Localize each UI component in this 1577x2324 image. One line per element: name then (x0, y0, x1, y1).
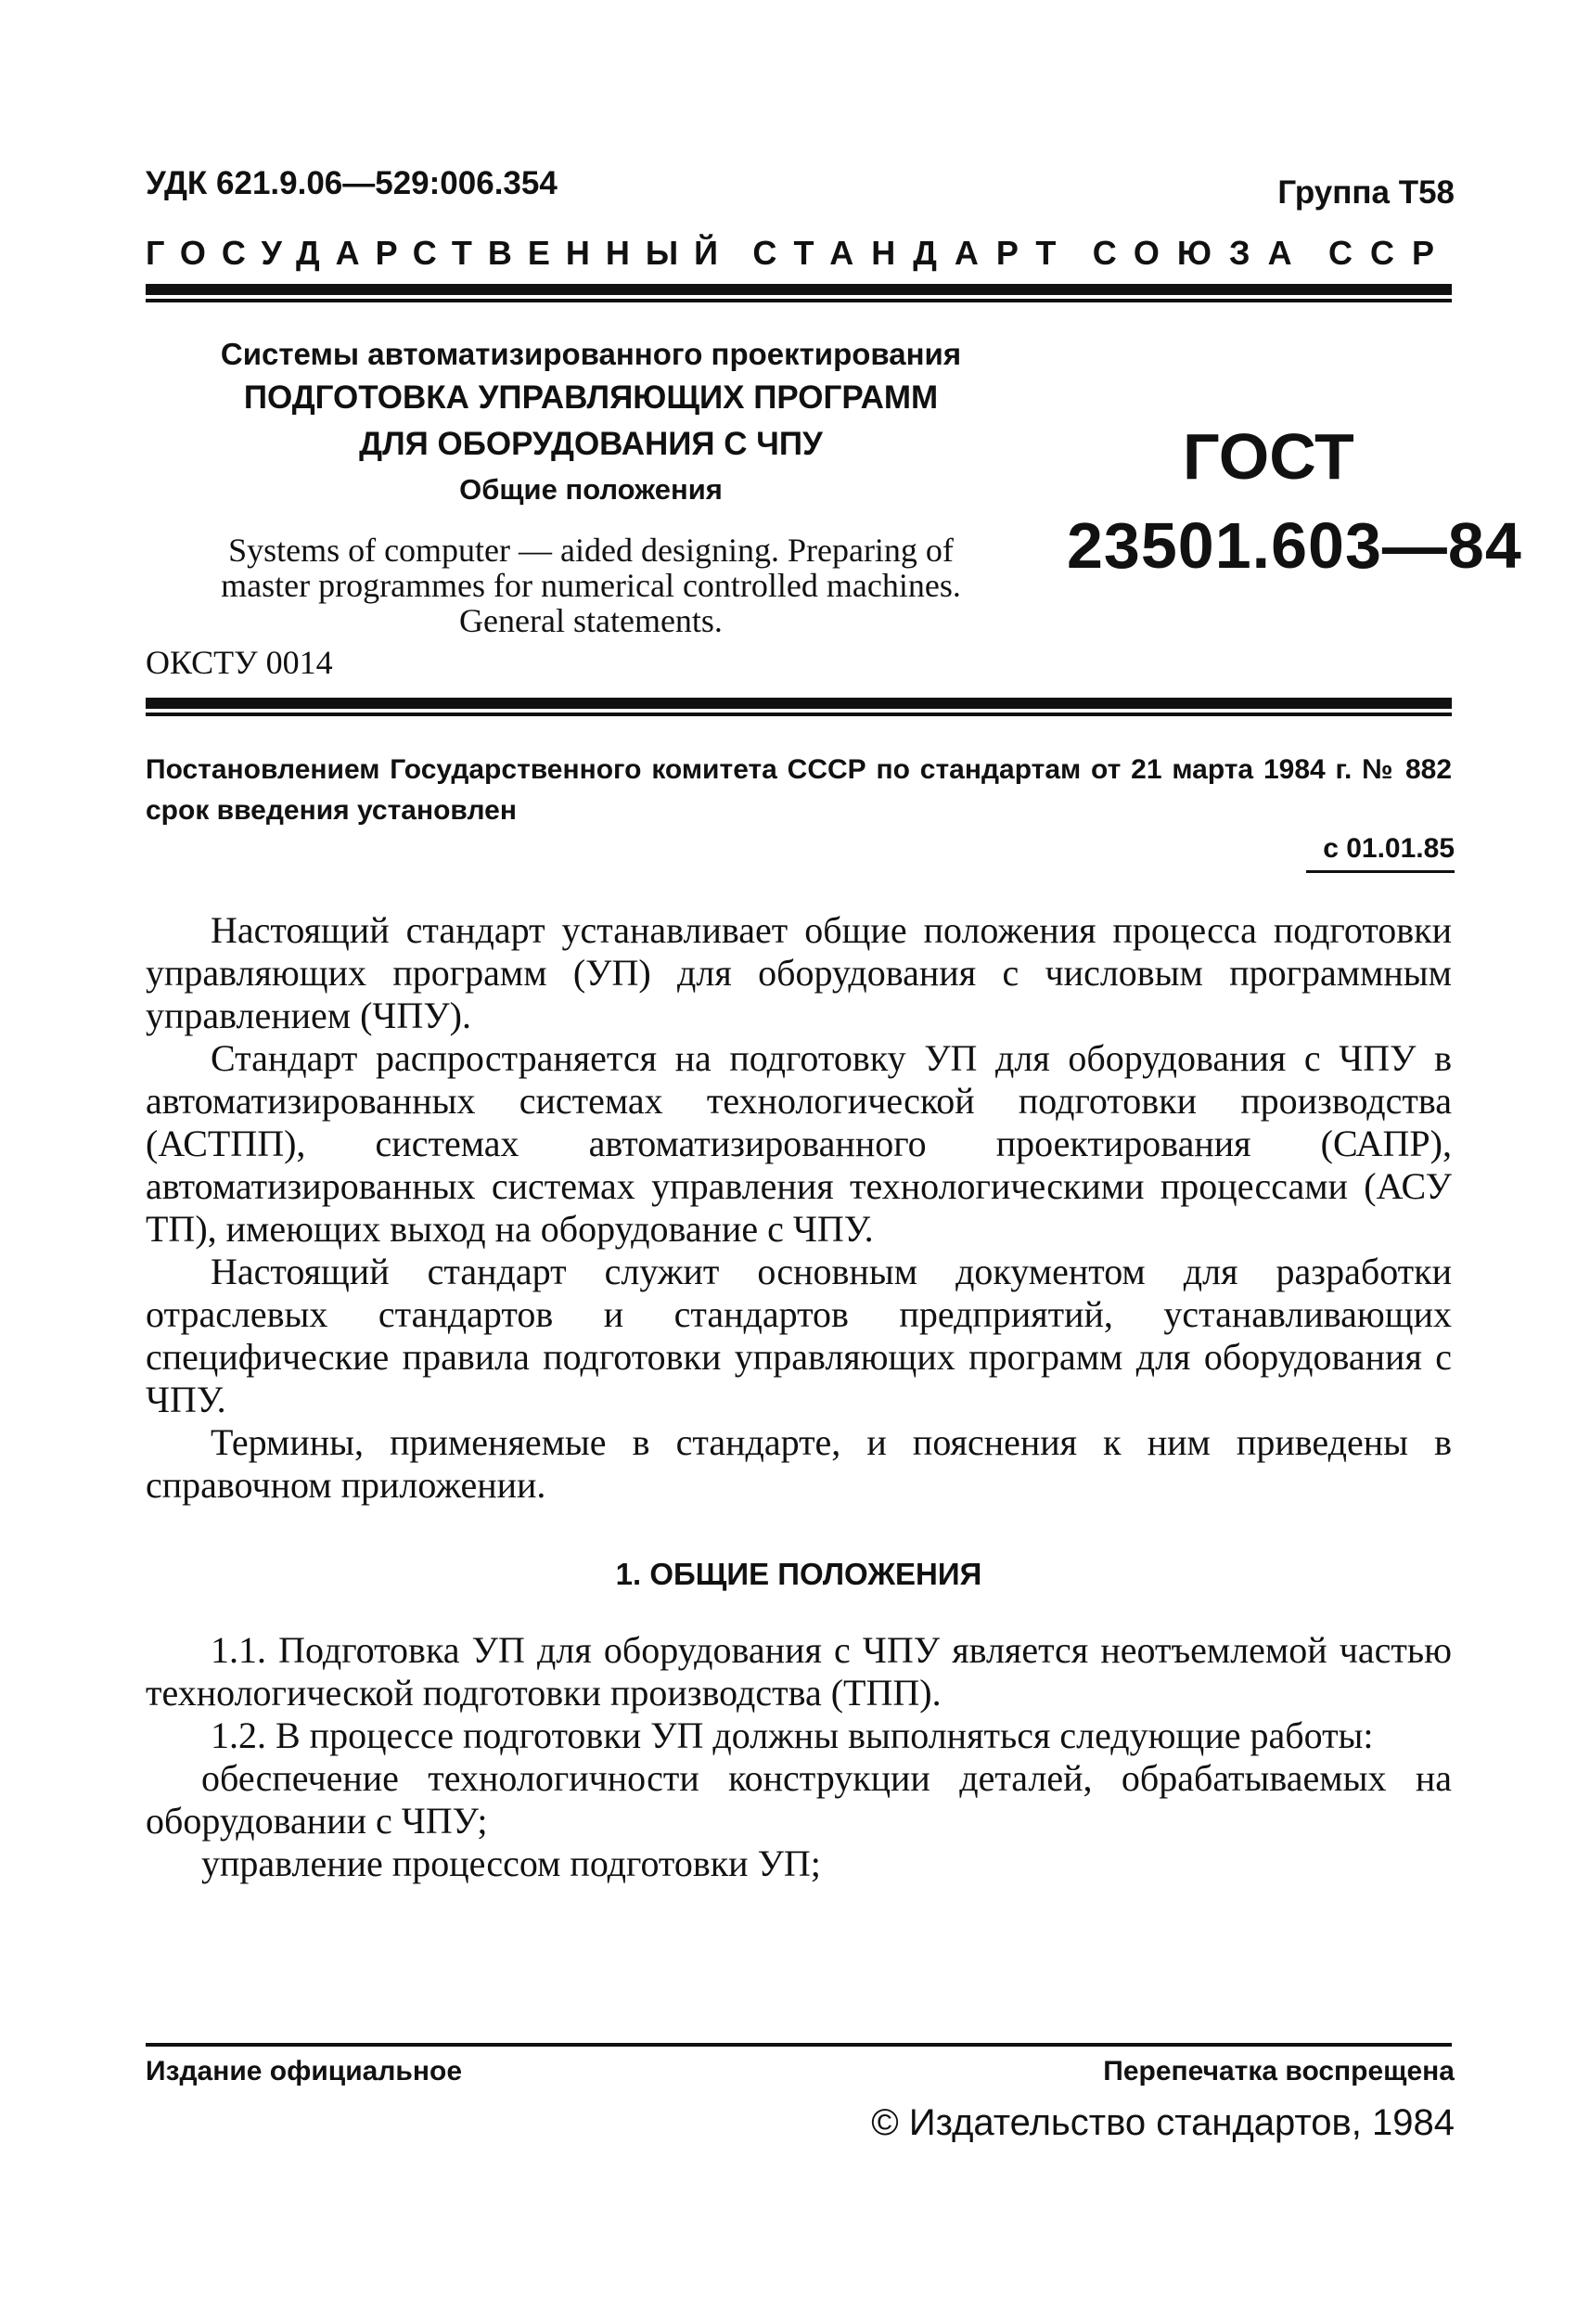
edition-note: Издание официальное (146, 2056, 463, 2086)
english-title-line-1: Systems of computer — aided designing. Preparing of (228, 532, 954, 569)
copyright: © Издательство стандартов, 1984 (871, 2102, 1455, 2143)
effective-date: с 01.01.85 (1323, 833, 1455, 864)
clause-list-item: обеспечение технологичности конструкции деталей, обрабатываемых на оборудовании с ЧПУ; (146, 1757, 1452, 1842)
header-thick-rule (146, 284, 1452, 295)
clause: 1.1. Подготовка УП для оборудования с ЧПУ является неотъемлемой частью технологической подготовки производства (ТПП). (146, 1629, 1452, 1714)
state-standard-word: СОЮЗА (1092, 234, 1310, 272)
okstu-code: ОКСТУ 0014 (146, 644, 333, 681)
paragraph: Настоящий стандарт устанавливает общие положения процесса подготовки управляющих программ (УП) для оборудования с числовым программным управлением (ЧПУ). (146, 909, 1452, 1036)
footer-rule (146, 2043, 1452, 2047)
decree-text: Постановлением Государственного комитета СССР по стандартам от 21 марта 1984 г. № 882 срок введения установлен (146, 754, 1452, 826)
english-title (146, 533, 1036, 638)
body-text (146, 909, 1452, 1885)
title-thin-rule (146, 713, 1452, 716)
subtitle: Общие положения (459, 473, 723, 506)
main-title-line-1: ПОДГОТОВКА УПРАВЛЯЮЩИХ ПРОГРАММ (243, 379, 939, 416)
english-title-line-3: General statements. (459, 602, 723, 639)
state-standard-word: СТАНДАРТ (752, 234, 1074, 272)
section-title: 1. ОБЩИЕ ПОЛОЖЕНИЯ (615, 1557, 982, 1591)
udc-code: УДК 621.9.06—529:006.354 (146, 165, 558, 201)
series-title: Системы автоматизированного проектирования (220, 337, 962, 371)
reprint-note: Перепечатка воспрещена (1103, 2056, 1455, 2086)
paragraph: Стандарт распространяется на подготовку УП для оборудования с ЧПУ в автоматизированных системах технологической подготовки производства (АСТПП), системах автоматизированного проектирования (САПР), автоматизированных системах управления технологическими процессами (АСУ ТП), имеющих выход на оборудование с ЧПУ. (146, 1037, 1452, 1250)
gost-label: ГОСТ (1183, 420, 1354, 493)
title-thick-rule (146, 698, 1452, 709)
paragraph: Термины, применяемые в стандарте, и пояснения к ним приведены в справочном приложении. (146, 1421, 1452, 1506)
state-standard-word: ССР (1327, 234, 1452, 272)
effective-date-underline (1306, 870, 1455, 873)
english-title-line-2: master programmes for numerical controlled machines. (221, 567, 961, 604)
clause: 1.2. В процессе подготовки УП должны выполняться следующие работы: (211, 1714, 1374, 1756)
state-standard-heading (146, 234, 1452, 273)
header-thin-rule (146, 299, 1452, 302)
group-code: Группа Т58 (1277, 174, 1455, 211)
clause-list-item: управление процессом подготовки УП; (201, 1843, 821, 1884)
gost-number: 23501.603—84 (1067, 509, 1522, 582)
paragraph: Настоящий стандарт служит основным документом для разработки отраслевых стандартов и стандартов предприятий, устанавливающих специфические правила подготовки управляющих программ для оборудования с ЧПУ. (146, 1251, 1452, 1420)
main-title-line-2: ДЛЯ ОБОРУДОВАНИЯ С ЧПУ (359, 426, 823, 462)
state-standard-word: ГОСУДАРСТВЕННЫЙ (146, 234, 735, 272)
title-block (146, 334, 1036, 638)
